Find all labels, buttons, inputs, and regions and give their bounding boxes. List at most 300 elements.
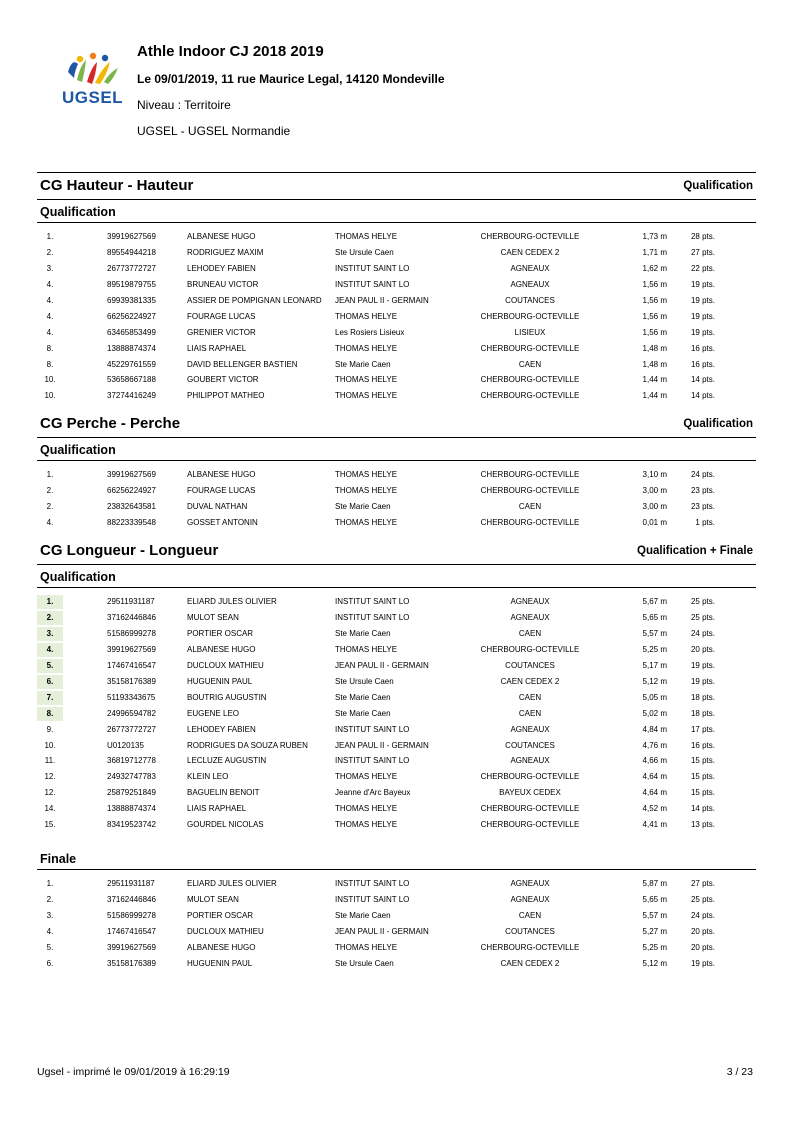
- result-row: [37, 372, 756, 388]
- competition-level: Niveau : Territoire: [137, 98, 231, 112]
- athlete-name-cell: MULOT SEAN: [187, 613, 239, 622]
- athlete-name-cell: LECLUZE AUGUSTIN: [187, 756, 267, 766]
- rank-cell: 3.: [37, 627, 63, 641]
- rank-cell: 1.: [46, 470, 54, 480]
- athlete-name-cell: LEHODEY FABIEN: [187, 724, 256, 734]
- points-cell: 17 pts.: [690, 724, 715, 734]
- points-cell: 1 pts.: [695, 518, 715, 528]
- city-cell: AGNEAUX: [510, 263, 550, 273]
- points-cell: 13 pts.: [690, 820, 715, 830]
- city-cell: AGNEAUX: [510, 756, 550, 766]
- club-cell: Ste Marie Caen: [335, 708, 391, 718]
- club-cell: Jeanne d'Arc Bayeux: [335, 788, 411, 798]
- club-cell: THOMAS HELYE: [335, 311, 398, 321]
- round-header: [37, 847, 756, 870]
- club-cell: Ste Marie Caen: [335, 692, 391, 702]
- results-table: [37, 223, 756, 404]
- club-cell: JEAN PAUL II - GERMAIN: [335, 660, 429, 670]
- club-cell: INSTITUT SAINT LO: [335, 724, 410, 734]
- points-cell: 18 pts.: [690, 708, 715, 718]
- performance-cell: 4,64 m: [642, 772, 667, 782]
- result-row: [37, 388, 756, 404]
- athlete-name-cell: MULOT SEAN: [187, 895, 239, 905]
- city-cell: AGNEAUX: [510, 895, 550, 905]
- city-cell: CAEN: [518, 708, 542, 718]
- points-cell: 27 pts.: [690, 247, 715, 257]
- result-row: [37, 626, 756, 642]
- city-cell: CHERBOURG-OCTEVILLE: [480, 375, 580, 385]
- rank-cell: 2.: [46, 247, 54, 257]
- competition-title: Athle Indoor CJ 2018 2019: [137, 43, 324, 60]
- athlete-name-cell: ALBANESE HUGO: [187, 644, 256, 654]
- points-cell: 25 pts.: [690, 895, 715, 905]
- performance-cell: 5,65 m: [642, 895, 667, 905]
- event-hauteur: [37, 172, 756, 404]
- licence-cell: 53658667188: [107, 375, 156, 385]
- performance-cell: 1,56 m: [642, 311, 667, 321]
- result-row: [37, 940, 756, 956]
- licence-cell: 39919627569: [107, 644, 156, 654]
- club-cell: JEAN PAUL II - GERMAIN: [335, 295, 429, 305]
- rank-cell: 7.: [37, 691, 63, 705]
- club-cell: INSTITUT SAINT LO: [335, 597, 410, 607]
- result-row: [37, 229, 756, 245]
- performance-cell: 1,73 m: [642, 232, 667, 241]
- result-row: [37, 924, 756, 940]
- rank-cell: 4.: [46, 327, 54, 337]
- result-row: [37, 722, 756, 738]
- result-row: [37, 357, 756, 373]
- rank-cell: 9.: [46, 724, 54, 734]
- club-cell: INSTITUT SAINT LO: [335, 756, 410, 766]
- athlete-name-cell: ALBANESE HUGO: [187, 942, 256, 952]
- athlete-name-cell: PHILIPPOT MATHEO: [187, 391, 265, 401]
- athlete-name-cell: LIAIS RAPHAEL: [187, 804, 247, 814]
- points-cell: 25 pts.: [690, 613, 715, 622]
- licence-cell: 51586999278: [107, 911, 156, 920]
- event-name: CG Longueur - Longueur: [40, 542, 219, 560]
- rank-cell: 4.: [46, 926, 54, 936]
- club-cell: INSTITUT SAINT LO: [335, 613, 410, 622]
- result-row: [37, 245, 756, 261]
- rank-cell: 1.: [46, 232, 54, 241]
- performance-cell: 1,48 m: [642, 359, 667, 369]
- performance-cell: 3,00 m: [642, 486, 667, 496]
- athlete-name-cell: ELIARD JULES OLIVIER: [187, 597, 277, 607]
- rank-cell: 4.: [37, 643, 63, 657]
- city-cell: COUTANCES: [505, 926, 555, 936]
- result-row: [37, 325, 756, 341]
- club-cell: Ste Ursule Caen: [335, 676, 394, 686]
- licence-cell: 13888874374: [107, 343, 156, 353]
- licence-cell: 63465853499: [107, 327, 156, 337]
- athlete-name-cell: BAGUELIN BENOIT: [187, 788, 260, 798]
- performance-cell: 5,17 m: [642, 660, 667, 670]
- licence-cell: 51586999278: [107, 628, 156, 638]
- athlete-name-cell: ALBANESE HUGO: [187, 232, 256, 241]
- city-cell: CHERBOURG-OCTEVILLE: [480, 391, 580, 401]
- performance-cell: 5,12 m: [642, 676, 667, 686]
- rank-cell: 2.: [46, 502, 54, 512]
- city-cell: AGNEAUX: [510, 879, 550, 889]
- result-row: [37, 908, 756, 924]
- licence-cell: 39919627569: [107, 470, 156, 480]
- city-cell: AGNEAUX: [510, 724, 550, 734]
- result-row: [37, 293, 756, 309]
- rank-cell: 10.: [44, 740, 56, 750]
- club-cell: Les Rosiers Lisieux: [335, 327, 405, 337]
- result-row: [37, 738, 756, 754]
- city-cell: CAEN: [518, 502, 542, 512]
- points-cell: 19 pts.: [690, 327, 715, 337]
- result-row: [37, 674, 756, 690]
- city-cell: CHERBOURG-OCTEVILLE: [480, 820, 580, 830]
- event-perche: [37, 411, 756, 531]
- result-row: [37, 892, 756, 908]
- city-cell: CAEN CEDEX 2: [500, 676, 560, 686]
- licence-cell: 35158176389: [107, 676, 156, 686]
- club-cell: THOMAS HELYE: [335, 820, 398, 830]
- club-cell: Ste Marie Caen: [335, 359, 391, 369]
- rank-cell: 2.: [46, 895, 54, 905]
- city-cell: COUTANCES: [505, 660, 555, 670]
- athlete-name-cell: PORTIER OSCAR: [187, 628, 254, 638]
- event-type: Qualification: [683, 418, 753, 431]
- points-cell: 16 pts.: [690, 343, 715, 353]
- athlete-name-cell: GRENIER VICTOR: [187, 327, 256, 337]
- event-type: Qualification: [683, 180, 753, 192]
- performance-cell: 1,44 m: [642, 391, 667, 401]
- city-cell: CAEN CEDEX 2: [500, 958, 560, 968]
- licence-cell: 17467416547: [107, 926, 156, 936]
- licence-cell: 37274416249: [107, 391, 156, 401]
- results-table: [37, 461, 756, 531]
- result-row: [37, 309, 756, 325]
- performance-cell: 5,27 m: [642, 926, 667, 936]
- points-cell: 19 pts.: [690, 676, 715, 686]
- rank-cell: 1.: [37, 595, 63, 609]
- performance-cell: 1,48 m: [642, 343, 667, 353]
- club-cell: THOMAS HELYE: [335, 343, 398, 353]
- licence-cell: 35158176389: [107, 958, 156, 968]
- rank-cell: 4.: [46, 279, 54, 289]
- athlete-name-cell: BOUTRIG AUGUSTIN: [187, 692, 267, 702]
- performance-cell: 4,76 m: [642, 740, 667, 750]
- performance-cell: 0,01 m: [642, 518, 667, 528]
- licence-cell: 24932747783: [107, 772, 156, 782]
- licence-cell: 88223339548: [107, 518, 156, 528]
- result-row: [37, 499, 756, 515]
- result-row: [37, 341, 756, 357]
- performance-cell: 5,25 m: [642, 644, 667, 654]
- athlete-name-cell: DUCLOUX MATHIEU: [187, 660, 264, 670]
- city-cell: COUTANCES: [505, 295, 555, 305]
- performance-cell: 4,52 m: [642, 804, 667, 814]
- rank-cell: 6.: [46, 958, 54, 968]
- performance-cell: 4,41 m: [642, 820, 667, 830]
- rank-cell: 11.: [44, 756, 56, 766]
- athlete-name-cell: LEHODEY FABIEN: [187, 263, 256, 273]
- result-row: [37, 277, 756, 293]
- club-cell: THOMAS HELYE: [335, 470, 398, 480]
- city-cell: CAEN: [518, 359, 542, 369]
- licence-cell: 36819712778: [107, 756, 156, 766]
- city-cell: CAEN: [518, 692, 542, 702]
- licence-cell: 89519879755: [107, 279, 156, 289]
- rank-cell: 12.: [44, 772, 56, 782]
- city-cell: CHERBOURG-OCTEVILLE: [480, 311, 580, 321]
- performance-cell: 5,87 m: [642, 879, 667, 889]
- ugsel-logo: [60, 50, 126, 108]
- points-cell: 15 pts.: [690, 756, 715, 766]
- points-cell: 20 pts.: [690, 942, 715, 952]
- performance-cell: 5,57 m: [642, 911, 667, 920]
- athlete-name-cell: PORTIER OSCAR: [187, 911, 254, 920]
- rank-cell: 3.: [46, 911, 54, 920]
- city-cell: CHERBOURG-OCTEVILLE: [480, 470, 580, 480]
- athlete-name-cell: DUCLOUX MATHIEU: [187, 926, 264, 936]
- licence-cell: 26773772727: [107, 263, 156, 273]
- points-cell: 16 pts.: [690, 359, 715, 369]
- performance-cell: 5,67 m: [642, 597, 667, 607]
- club-cell: Ste Marie Caen: [335, 502, 391, 512]
- city-cell: AGNEAUX: [510, 279, 550, 289]
- licence-cell: 24996594782: [107, 708, 156, 718]
- result-row: [37, 515, 756, 531]
- licence-cell: 39919627569: [107, 942, 156, 952]
- result-row: [37, 610, 756, 626]
- round-label: Qualification: [40, 570, 116, 585]
- club-cell: THOMAS HELYE: [335, 391, 398, 401]
- licence-cell: 17467416547: [107, 660, 156, 670]
- points-cell: 24 pts.: [690, 470, 715, 480]
- athlete-name-cell: RODRIGUEZ MAXIM: [187, 247, 264, 257]
- performance-cell: 1,56 m: [642, 295, 667, 305]
- result-row: [37, 483, 756, 499]
- licence-cell: 29511931187: [107, 879, 155, 889]
- event-header: [37, 538, 756, 565]
- round-label: Qualification: [40, 443, 116, 458]
- performance-cell: 5,57 m: [642, 628, 667, 638]
- performance-cell: 4,64 m: [642, 788, 667, 798]
- performance-cell: 1,56 m: [642, 327, 667, 337]
- rank-cell: 6.: [37, 675, 63, 689]
- rank-cell: 2.: [37, 611, 63, 625]
- result-row: [37, 753, 756, 769]
- performance-cell: 1,71 m: [642, 247, 667, 257]
- city-cell: BAYEUX CEDEX: [499, 788, 561, 798]
- print-timestamp: Ugsel - imprimé le 09/01/2019 à 16:29:19: [37, 1066, 230, 1078]
- athlete-name-cell: ELIARD JULES OLIVIER: [187, 879, 277, 889]
- city-cell: CHERBOURG-OCTEVILLE: [480, 942, 580, 952]
- points-cell: 19 pts.: [690, 295, 715, 305]
- points-cell: 20 pts.: [690, 926, 715, 936]
- club-cell: THOMAS HELYE: [335, 942, 398, 952]
- rank-cell: 1.: [46, 879, 54, 889]
- round-header: [37, 438, 756, 461]
- athlete-name-cell: LIAIS RAPHAEL: [187, 343, 247, 353]
- performance-cell: 1,62 m: [642, 263, 667, 273]
- date-location: Le 09/01/2019, 11 rue Maurice Legal, 14120 Mondeville: [137, 72, 445, 86]
- licence-cell: 51193343675: [107, 692, 156, 702]
- rank-cell: 10.: [44, 375, 56, 385]
- athlete-name-cell: BRUNEAU VICTOR: [187, 279, 259, 289]
- club-cell: THOMAS HELYE: [335, 232, 398, 241]
- rank-cell: 5.: [37, 659, 63, 673]
- round-header: [37, 200, 756, 223]
- licence-cell: 66256224927: [107, 311, 156, 321]
- rank-cell: 10.: [44, 391, 56, 401]
- event-longueur: [37, 538, 756, 972]
- points-cell: 19 pts.: [690, 660, 715, 670]
- performance-cell: 5,25 m: [642, 942, 667, 952]
- licence-cell: 37162446846: [107, 613, 156, 622]
- points-cell: 16 pts.: [690, 740, 715, 750]
- athlete-name-cell: FOURAGE LUCAS: [187, 311, 256, 321]
- licence-cell: 83419523742: [107, 820, 156, 830]
- athlete-name-cell: DUVAL NATHAN: [187, 502, 248, 512]
- event-name: CG Hauteur - Hauteur: [40, 177, 194, 194]
- points-cell: 14 pts.: [690, 375, 715, 385]
- club-cell: INSTITUT SAINT LO: [335, 895, 410, 905]
- licence-cell: 29511931187: [107, 597, 155, 607]
- city-cell: CHERBOURG-OCTEVILLE: [480, 486, 580, 496]
- athlete-name-cell: EUGENE LEO: [187, 708, 240, 718]
- points-cell: 23 pts.: [690, 502, 715, 512]
- city-cell: CHERBOURG-OCTEVILLE: [480, 518, 580, 528]
- rank-cell: 15.: [44, 820, 56, 830]
- club-cell: INSTITUT SAINT LO: [335, 279, 410, 289]
- points-cell: 23 pts.: [690, 486, 715, 496]
- results-content: [37, 172, 756, 972]
- club-cell: THOMAS HELYE: [335, 375, 398, 385]
- athlete-name-cell: RODRIGUES DA SOUZA RUBEN: [187, 740, 308, 750]
- results-table: [37, 870, 756, 972]
- points-cell: 20 pts.: [690, 644, 715, 654]
- club-cell: INSTITUT SAINT LO: [335, 879, 410, 889]
- performance-cell: 1,44 m: [642, 375, 667, 385]
- licence-cell: 13888874374: [107, 804, 156, 814]
- round-label: Finale: [40, 852, 77, 867]
- points-cell: 15 pts.: [690, 788, 715, 798]
- city-cell: CAEN CEDEX 2: [500, 247, 560, 257]
- points-cell: 28 pts.: [690, 232, 715, 241]
- rank-cell: 8.: [46, 343, 54, 353]
- rank-cell: 12.: [44, 788, 56, 798]
- athlete-name-cell: ALBANESE HUGO: [187, 470, 256, 480]
- licence-cell: 23832643581: [107, 502, 156, 512]
- licence-cell: 39919627569: [107, 232, 156, 241]
- round-label: Qualification: [40, 205, 116, 219]
- club-cell: Ste Ursule Caen: [335, 247, 394, 257]
- event-header: [37, 411, 756, 438]
- club-cell: JEAN PAUL II - GERMAIN: [335, 740, 429, 750]
- club-cell: THOMAS HELYE: [335, 804, 398, 814]
- city-cell: CHERBOURG-OCTEVILLE: [480, 343, 580, 353]
- result-row: [37, 876, 756, 892]
- athlete-name-cell: GOUBERT VICTOR: [187, 375, 259, 385]
- club-cell: THOMAS HELYE: [335, 518, 398, 528]
- points-cell: 24 pts.: [690, 911, 715, 920]
- event-header: [37, 172, 756, 200]
- performance-cell: 5,12 m: [642, 958, 667, 968]
- points-cell: 19 pts.: [690, 958, 715, 968]
- licence-cell: 89554944218: [107, 247, 156, 257]
- athlete-name-cell: DAVID BELLENGER BASTIEN: [187, 359, 298, 369]
- rank-cell: 2.: [46, 486, 54, 496]
- points-cell: 22 pts.: [690, 263, 715, 273]
- logo-text: UGSEL: [62, 88, 124, 107]
- rank-cell: 4.: [46, 295, 54, 305]
- result-row: [37, 642, 756, 658]
- city-cell: CHERBOURG-OCTEVILLE: [480, 232, 580, 241]
- rank-cell: 14.: [44, 804, 56, 814]
- city-cell: AGNEAUX: [510, 597, 550, 607]
- city-cell: AGNEAUX: [510, 613, 550, 622]
- points-cell: 14 pts.: [690, 804, 715, 814]
- city-cell: CHERBOURG-OCTEVILLE: [480, 772, 580, 782]
- licence-cell: U0120135: [107, 740, 144, 750]
- city-cell: CAEN: [518, 628, 542, 638]
- city-cell: CHERBOURG-OCTEVILLE: [480, 644, 580, 654]
- club-cell: Ste Marie Caen: [335, 628, 391, 638]
- result-row: [37, 801, 756, 817]
- points-cell: 15 pts.: [690, 772, 715, 782]
- licence-cell: 45229761559: [107, 359, 156, 369]
- athlete-name-cell: HUGUENIN PAUL: [187, 676, 253, 686]
- round-header: [37, 565, 756, 588]
- athlete-name-cell: GOSSET ANTONIN: [187, 518, 258, 528]
- result-row: [37, 785, 756, 801]
- points-cell: 24 pts.: [690, 628, 715, 638]
- result-row: [37, 769, 756, 785]
- rank-cell: 4.: [46, 311, 54, 321]
- club-cell: Ste Ursule Caen: [335, 958, 394, 968]
- rank-cell: 8.: [37, 707, 63, 721]
- licence-cell: 25879251849: [107, 788, 156, 798]
- page-number: 3 / 23: [726, 1066, 753, 1078]
- athlete-name-cell: KLEIN LEO: [187, 772, 229, 782]
- club-cell: THOMAS HELYE: [335, 772, 398, 782]
- licence-cell: 66256224927: [107, 486, 156, 496]
- athlete-name-cell: ASSIER DE POMPIGNAN LEONARD: [187, 295, 322, 305]
- city-cell: CHERBOURG-OCTEVILLE: [480, 804, 580, 814]
- performance-cell: 5,02 m: [642, 708, 667, 718]
- city-cell: COUTANCES: [505, 740, 555, 750]
- rank-cell: 3.: [46, 263, 54, 273]
- city-cell: CAEN: [518, 911, 542, 920]
- rank-cell: 4.: [46, 518, 54, 528]
- result-row: [37, 690, 756, 706]
- club-cell: INSTITUT SAINT LO: [335, 263, 410, 273]
- results-table: [37, 588, 756, 833]
- rank-cell: 5.: [46, 942, 54, 952]
- points-cell: 19 pts.: [690, 311, 715, 321]
- club-cell: Ste Marie Caen: [335, 911, 391, 920]
- performance-cell: 4,66 m: [642, 756, 667, 766]
- result-row: [37, 817, 756, 833]
- result-row: [37, 706, 756, 722]
- city-cell: LISIEUX: [514, 327, 546, 337]
- licence-cell: 26773772727: [107, 724, 156, 734]
- organizer: UGSEL - UGSEL Normandie: [137, 124, 291, 138]
- athlete-name-cell: FOURAGE LUCAS: [187, 486, 256, 496]
- result-row: [37, 261, 756, 277]
- athlete-name-cell: GOURDEL NICOLAS: [187, 820, 264, 830]
- result-row: [37, 658, 756, 674]
- club-cell: JEAN PAUL II - GERMAIN: [335, 926, 429, 936]
- points-cell: 19 pts.: [690, 279, 715, 289]
